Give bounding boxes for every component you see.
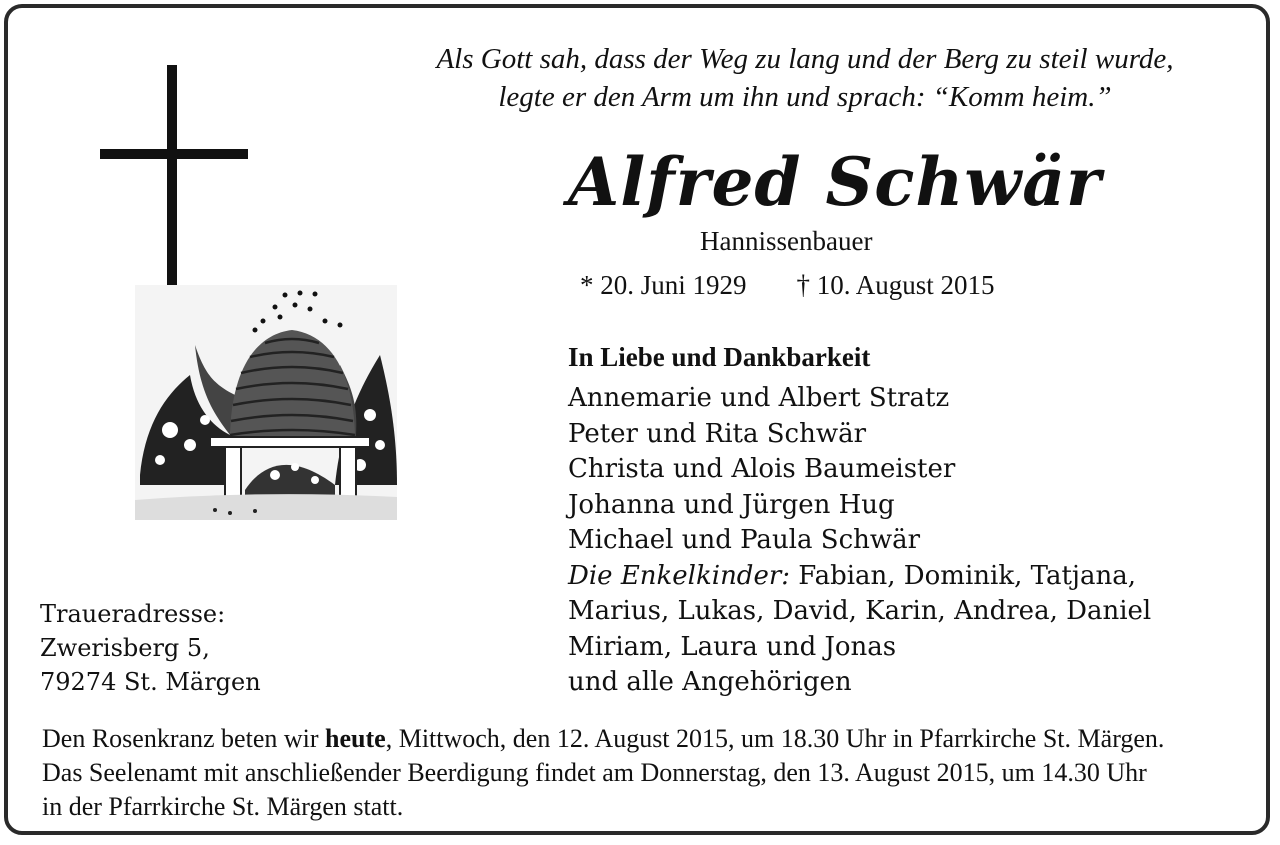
grandchildren-names-2: Marius, Lukas, David, Karin, Andrea, Daniel <box>568 596 1152 626</box>
address-street: Zwerisberg 5, <box>40 634 210 662</box>
grandchildren-label: Die Enkelkinder: <box>568 560 791 591</box>
service-details <box>42 722 1252 824</box>
mourner-line: Michael und Paula Schwär <box>568 525 921 555</box>
rosary-today: heute <box>325 724 386 753</box>
rosary-text-a: Den Rosenkranz beten wir <box>42 724 326 753</box>
address-label: Traueradresse: <box>40 600 226 628</box>
mourners-heading: In Liebe und Dankbarkeit <box>568 342 871 372</box>
mourner-line: Peter und Rita Schwär <box>568 418 867 449</box>
deceased-name: Alfred Schwär <box>568 143 1102 221</box>
mourner-line: Johanna und Jürgen Hug <box>568 489 895 520</box>
mourners-list <box>568 381 1151 701</box>
quote-line-1: Als Gott sah, dass der Weg zu lang und der Berg zu steil wurde, <box>436 43 1174 75</box>
birth-date: * 20. Juni 1929 <box>580 270 747 300</box>
death-date: † 10. August 2015 <box>796 270 995 300</box>
beehive-illustration <box>135 285 397 520</box>
mourners-closing: und alle Angehörigen <box>568 667 852 697</box>
quote-line-2: legte er den Arm um ihn und sprach: “Komm heim.” <box>498 81 1112 113</box>
memorial-quote <box>380 40 1230 116</box>
funeral-notice-line-1: Das Seelenamt mit anschließender Beerdigung findet am Donnerstag, den 13. August 2015, um 14.30 Uhr <box>42 758 1147 787</box>
grandchildren-line <box>568 559 1151 595</box>
mourning-address <box>40 597 261 699</box>
mourner-line: Annemarie und Albert Stratz <box>568 383 950 413</box>
funeral-notice-line-2: in der Pfarrkirche St. Märgen statt. <box>42 792 404 821</box>
rosary-text-b: , Mittwoch, den 12. August 2015, um 18.30 Uhr in Pfarrkirche St. Märgen. <box>385 724 1165 753</box>
grandchildren-names-3: Miriam, Laura und Jonas <box>568 631 897 662</box>
deceased-nickname: Hannissenbauer <box>700 226 873 256</box>
life-dates <box>580 268 995 302</box>
grandchildren-names-1: Fabian, Dominik, Tatjana, <box>790 560 1136 591</box>
address-city: 79274 St. Märgen <box>40 668 261 696</box>
mourner-line: Christa und Alois Baumeister <box>568 454 956 484</box>
rosary-notice <box>42 722 1252 756</box>
